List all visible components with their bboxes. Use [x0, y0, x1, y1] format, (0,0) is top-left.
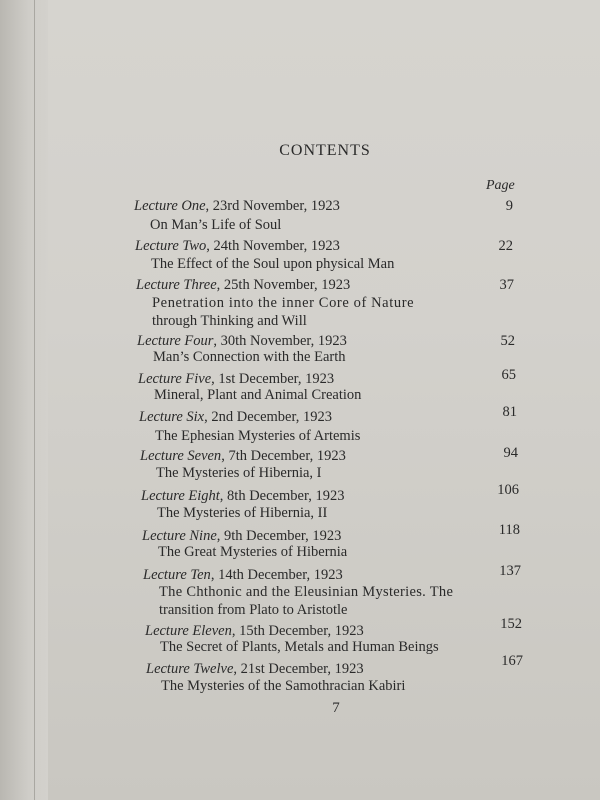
lecture-label: Lecture Five	[138, 371, 212, 387]
entry-heading	[141, 488, 344, 505]
lecture-date: , 2nd December, 1923	[204, 409, 332, 425]
page-column-heading: Page	[486, 178, 515, 193]
lecture-label: Lecture One	[134, 198, 206, 214]
lecture-label: Lecture Ten	[143, 567, 211, 583]
lecture-label: Lecture Four	[137, 333, 214, 349]
lecture-subtitle: The Effect of the Soul upon physical Man	[151, 256, 395, 272]
lecture-label: Lecture Seven	[140, 448, 222, 464]
lecture-subtitle: The Chthonic and the Eleusinian Mysteries. The	[159, 584, 454, 600]
lecture-subtitle: The Ephesian Mysteries of Artemis	[155, 428, 361, 444]
lecture-label: Lecture Twelve	[146, 661, 234, 677]
lecture-label: Lecture Nine	[142, 528, 217, 544]
contents-title: CONTENTS	[279, 142, 371, 159]
lecture-label: Lecture Six	[139, 409, 205, 425]
lecture-date: , 8th December, 1923	[219, 488, 345, 504]
page-number: 65	[501, 367, 516, 383]
toc-entry	[0, 404, 600, 449]
page-number: 118	[498, 522, 520, 538]
page-number: 167	[501, 653, 523, 669]
page-number: 22	[498, 238, 513, 254]
entry-heading	[145, 623, 364, 640]
toc-entry	[0, 198, 600, 238]
entry-heading	[139, 409, 332, 426]
lecture-date: , 1st December, 1923	[211, 371, 335, 387]
entry-heading	[138, 371, 334, 388]
lecture-subtitle: The Mysteries of Hibernia, I	[156, 465, 322, 481]
lecture-subtitle: Mineral, Plant and Animal Creation	[154, 387, 362, 403]
page-number: 94	[503, 445, 518, 461]
page-number: 81	[502, 404, 517, 420]
lecture-subtitle: Penetration into the inner Core of Nature	[152, 295, 415, 311]
toc-entry	[0, 563, 600, 622]
lecture-date: , 15th December, 1923	[231, 623, 364, 639]
entry-heading	[142, 528, 341, 545]
lecture-date: , 24th November, 1923	[206, 238, 340, 254]
page-number: 137	[499, 563, 521, 579]
lecture-date: , 30th November, 1923	[213, 333, 347, 349]
entry-heading	[137, 333, 347, 350]
lecture-subtitle: Man’s Connection with the Earth	[153, 349, 346, 365]
entry-heading	[140, 448, 346, 465]
toc-entry	[0, 238, 600, 278]
lecture-subtitle-continued: transition from Plato to Aristotle	[159, 602, 348, 618]
lecture-date: , 23rd November, 1923	[205, 198, 340, 214]
entry-heading	[146, 661, 364, 678]
lecture-date: , 14th December, 1923	[210, 567, 343, 583]
entry-heading	[143, 567, 343, 584]
entry-heading	[134, 198, 340, 215]
entry-heading	[135, 238, 340, 255]
lecture-date: , 25th November, 1923	[216, 277, 351, 293]
toc-entry	[0, 653, 600, 701]
lecture-subtitle: The Secret of Plants, Metals and Human Beings	[160, 639, 439, 655]
lecture-label: Lecture Three	[136, 277, 217, 293]
page-number: 9	[505, 198, 513, 214]
page-number: 37	[499, 277, 514, 293]
lecture-subtitle: On Man’s Life of Soul	[150, 217, 282, 233]
lecture-date: , 7th December, 1923	[221, 448, 346, 464]
lecture-date: , 21st December, 1923	[233, 661, 364, 677]
toc-entry	[0, 522, 600, 568]
lecture-label: Lecture Eight	[141, 488, 220, 504]
folio-page-number: 7	[332, 700, 340, 716]
page-number: 152	[500, 616, 522, 632]
toc-entry	[0, 277, 600, 332]
page-number: 52	[500, 333, 515, 349]
page-number: 106	[497, 482, 519, 498]
lecture-date: , 9th December, 1923	[216, 528, 342, 544]
lecture-subtitle: The Great Mysteries of Hibernia	[158, 544, 348, 560]
lecture-label: Lecture Two	[135, 238, 207, 254]
lecture-subtitle: The Mysteries of the Samothracian Kabiri	[161, 678, 406, 694]
entry-heading	[136, 277, 350, 294]
lecture-subtitle-continued: through Thinking and Will	[152, 313, 307, 329]
lecture-subtitle: The Mysteries of Hibernia, II	[157, 505, 328, 521]
lecture-label: Lecture Eleven	[145, 623, 232, 639]
